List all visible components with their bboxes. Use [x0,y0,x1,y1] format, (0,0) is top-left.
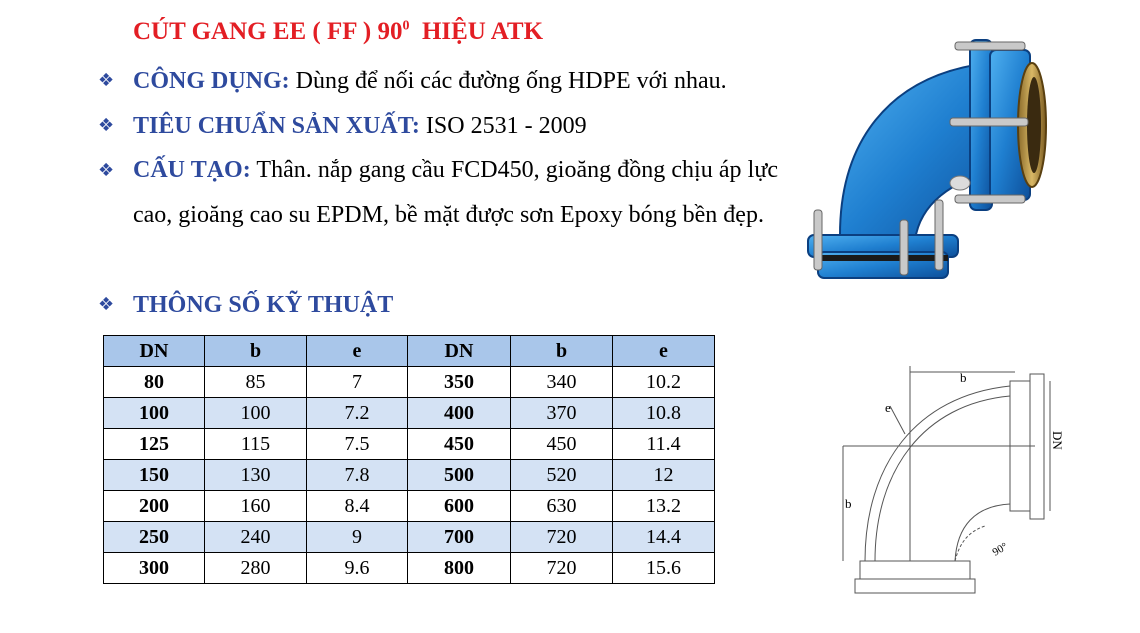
table-cell: 630 [511,491,613,522]
col-header: e [613,336,715,367]
table-row [104,522,715,553]
table-cell: 8.4 [307,491,408,522]
table-cell: 100 [104,398,205,429]
table-row [104,553,715,584]
bullet-label: TIÊU CHUẨN SẢN XUẤT: [133,113,420,139]
table-cell: 340 [511,367,613,398]
table-cell: 7 [307,367,408,398]
table-row [104,398,715,429]
bullet-label: CÔNG DỤNG: [133,68,290,94]
col-header: b [205,336,307,367]
bullet-label: THÔNG SỐ KỸ THUẬT [133,292,394,318]
table-cell: 250 [104,522,205,553]
diamond-bullet-icon: ❖ [98,294,115,315]
bullet-text: ISO 2531 - 2009 [419,113,587,139]
diamond-bullet-icon: ❖ [98,70,115,91]
table-cell: 350 [408,367,511,398]
table-cell: 520 [511,460,613,491]
col-header: e [307,336,408,367]
table-row [104,367,715,398]
elbow-drawing [835,356,1075,606]
table-cell: 160 [205,491,307,522]
table-cell: 370 [511,398,613,429]
table-cell: 720 [511,553,613,584]
table-cell: 280 [205,553,307,584]
table-row [104,429,715,460]
table-cell: 12 [613,460,715,491]
page-title [133,18,543,46]
table-cell: 9.6 [307,553,408,584]
table-row [104,491,715,522]
diamond-bullet-icon: ❖ [98,115,115,136]
table-cell: 85 [205,367,307,398]
table-cell: 14.4 [613,522,715,553]
dim-dn: DN [1050,431,1065,450]
table-cell: 500 [408,460,511,491]
title-degree: 0 [402,18,410,34]
table-cell: 150 [104,460,205,491]
table-cell: 450 [408,429,511,460]
table-cell: 600 [408,491,511,522]
dim-angle: 90° [990,540,1010,559]
table-cell: 400 [408,398,511,429]
bullet-label: CẤU TẠO: [133,157,251,183]
bullet-text: Dùng để nối các đường ống HDPE với nhau. [289,68,727,94]
table-cell: 80 [104,367,205,398]
dim-b-left: b [845,496,852,511]
diamond-bullet-icon: ❖ [98,160,115,181]
table-cell: 800 [408,553,511,584]
col-header: b [511,336,613,367]
table-cell: 10.2 [613,367,715,398]
col-header: DN [104,336,205,367]
table-cell: 10.8 [613,398,715,429]
table-cell: 700 [408,522,511,553]
table-cell: 720 [511,522,613,553]
table-cell: 7.5 [307,429,408,460]
table-cell: 300 [104,553,205,584]
table-cell: 450 [511,429,613,460]
title-text: CÚT GANG EE ( FF ) 90 [133,18,403,45]
bullet-cau-tao [133,148,778,238]
table-cell: 100 [205,398,307,429]
table-cell: 11.4 [613,429,715,460]
dim-e: e [885,400,891,415]
title-brand: HIỆU ATK [409,18,544,45]
spec-table [103,335,715,584]
table-cell: 7.2 [307,398,408,429]
table-cell: 9 [307,522,408,553]
table-cell: 7.8 [307,460,408,491]
dim-b-top: b [960,370,967,385]
table-cell: 240 [205,522,307,553]
bullet-text: Thân. nắp gang cầu FCD450, gioăng đồng chịu áp lực cao, gioăng cao su EPDM, bề mặt được sơn Epoxy bóng bền đẹp. [133,157,779,228]
table-row [104,460,715,491]
elbow-photo [800,20,1060,290]
table-cell: 125 [104,429,205,460]
table-cell: 115 [205,429,307,460]
table-cell: 130 [205,460,307,491]
table-cell: 13.2 [613,491,715,522]
table-header-row [104,336,715,367]
table-cell: 200 [104,491,205,522]
col-header: DN [408,336,511,367]
table-cell: 15.6 [613,553,715,584]
